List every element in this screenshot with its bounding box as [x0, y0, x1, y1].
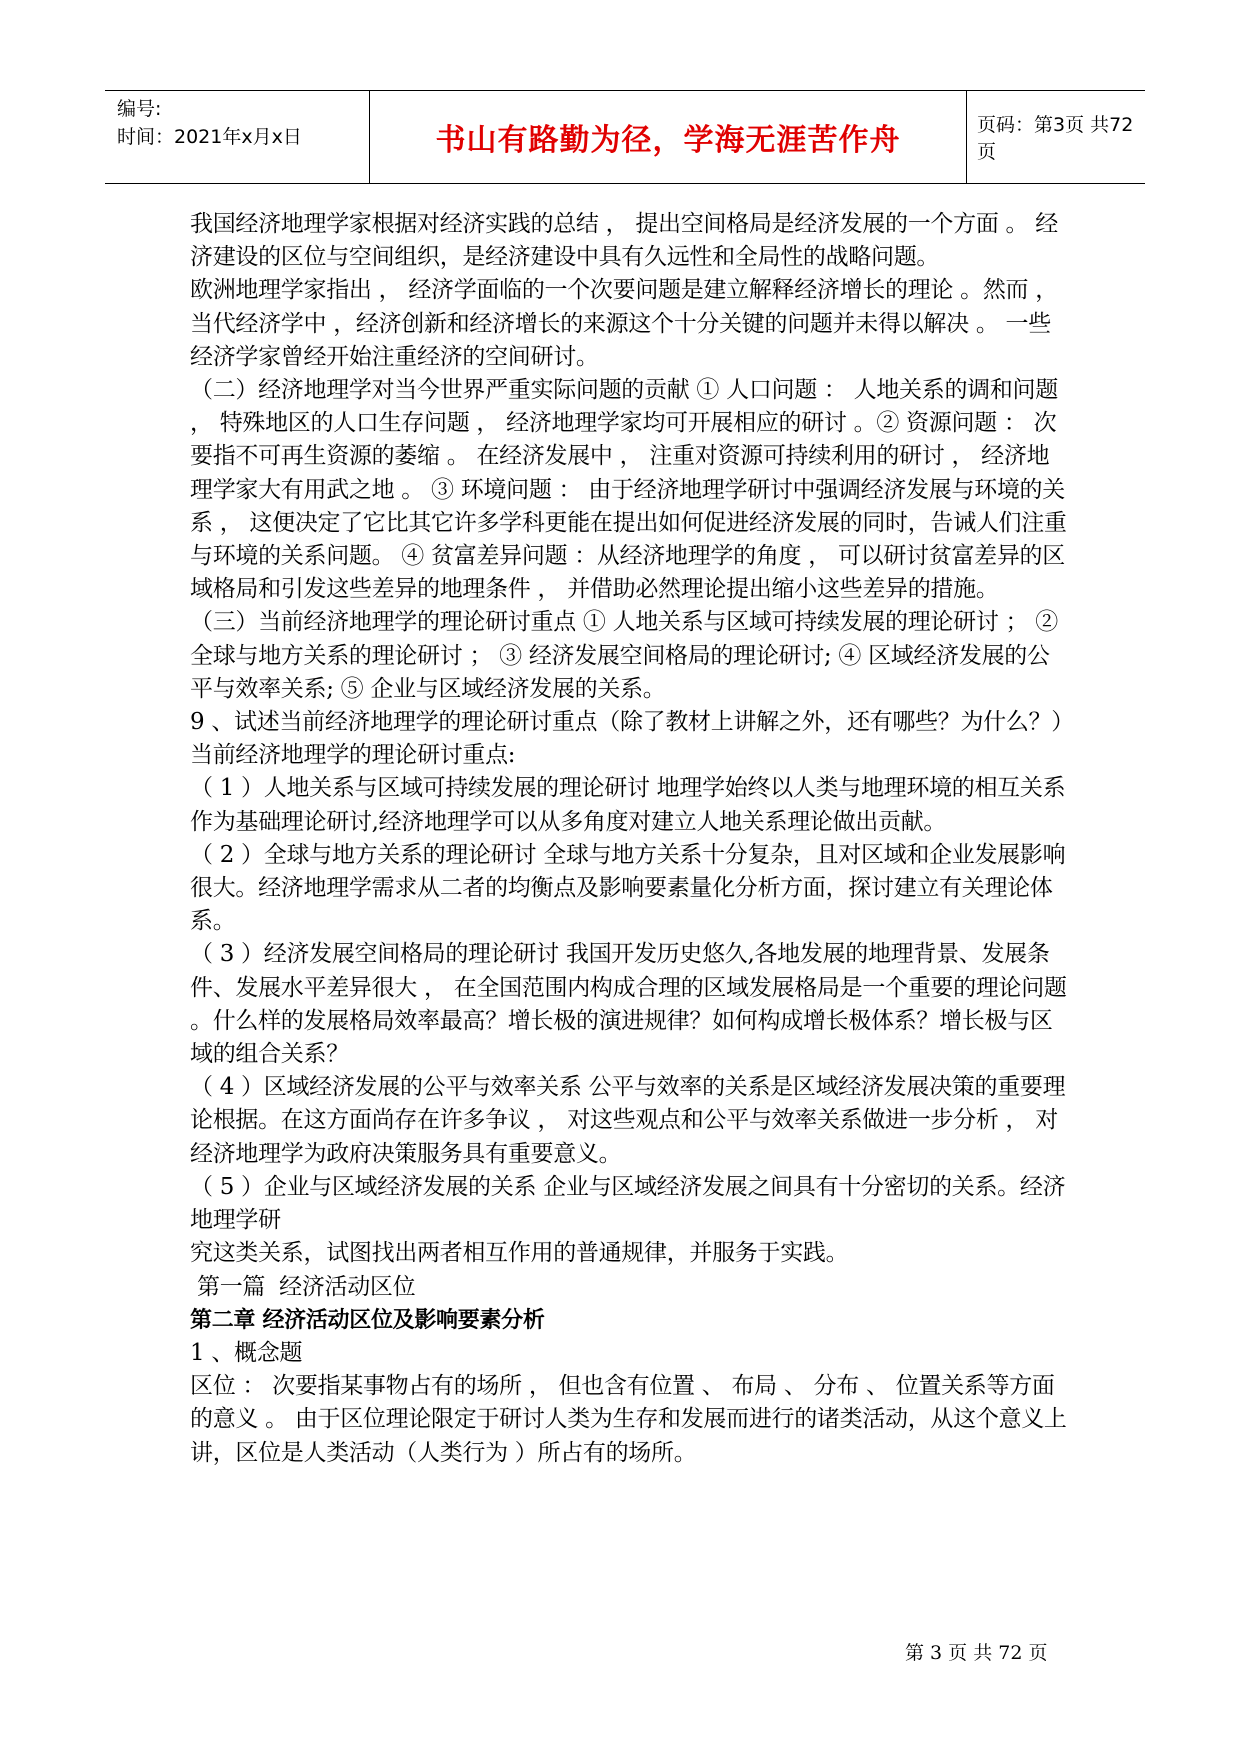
paragraph: （二）经济地理学对当今世界严重实际问题的贡献 ① 人口问题 ： 人地关系的调和问题 ， 特殊地区的人口生存问题 ， 经济地理学家均可开展相应的研讨 。② 资源问题 ： 次要指不可再生资源的萎缩 。 在经济发展中 ， 注重对资源可持续利用的研讨 ， 经济地理学家大有用武之地 。 ③ 环境问题 ： 由于经济地理学研讨中强调经济发展与环境的关系 ， 这便决定了它比其它许多学科更能在提出如何促进经济发展的同时，告诫人们注重与环境的关系问题。 ④ 贫富差异问题 ：从经济地理学的角度 ， 可以研讨贫富差异的区域格局和引发这些差异的地理条件 ， 并借助必然理论提出缩小这些差异的措施。 — [190, 377, 1067, 603]
header-page-number: 页码：第3页 共72页 — [977, 114, 1134, 163]
page-header — [105, 90, 1145, 184]
document-time-label: 时间：2021年x月x日 — [117, 126, 302, 148]
header-meta — [117, 91, 367, 187]
paragraph: （ 5 ）企业与区域经济发展的关系 企业与区域经济发展之间具有十分密切的关系。经济地理学研 — [190, 1173, 1066, 1234]
page-footer: 第 3 页 共 72 页 — [905, 1642, 1048, 1664]
chapter-title: 第二章 经济活动区位及影响要素分析 — [190, 1307, 545, 1333]
paragraph: 区位 ： 次要指某事物占有的场所 ， 但也含有位置 、 布局 、 分布 、 位置关系等方面的意义 。 由于区位理论限定于研讨人类为生存和发展而进行的诸类活动，从这个意义上讲，区位是人类活动（人类行为 ）所占有的场所。 — [190, 1373, 1067, 1466]
part-title: 第一篇 经济活动区位 — [190, 1273, 416, 1300]
paragraph: 欧洲地理学家指出 ， 经济学面临的一个次要问题是建立解释经济增长的理论 。然而 ， 当代经济学中 ，经济创新和经济增长的来源这个十分关键的问题并未得以解决 。 一些经济学家曾经开始注重经济的空间研讨。 — [190, 277, 1058, 370]
header-motto: 书山有路勤为径，学海无涯苦作舟 — [435, 123, 901, 158]
paragraph: （ 4 ）区域经济发展的公平与效率关系 公平与效率的关系是区域经济发展决策的重要理论根据。在这方面尚存在许多争议 ， 对这些观点和公平与效率关系做进一步分析 ， 对经济地理学为政府决策服务具有重要意义。 — [190, 1074, 1066, 1167]
question-heading: 9 、试述当前经济地理学的理论研讨重点（除了教材上讲解之外，还有哪些？为什么？） — [190, 709, 1074, 736]
paragraph: （三）当前经济地理学的理论研讨重点 ① 人地关系与区域可持续发展的理论研讨 ； ② 全球与地方关系的理论研讨 ； ③ 经济发展空间格局的理论研讨; ④ 区域经济发展的公平与效率关系; ⑤ 企业与区域经济发展的关系。 — [190, 609, 1058, 702]
paragraph: （ 3 ）经济发展空间格局的理论研讨 我国开发历史悠久,各地发展的地理背景、发展条件、发展水平差异很大 ， 在全国范围内构成合理的区域发展格局是一个重要的理论问题 。什么样的发展格局效率最高？增长极的演进规律？如何构成增长极体系？增长极与区域的组合关系？ — [190, 941, 1067, 1068]
paragraph: 当前经济地理学的理论研讨重点: — [190, 742, 516, 769]
section-heading: 1 、概念题 — [190, 1339, 303, 1366]
paragraph: （ 1 ）人地关系与区域可持续发展的理论研讨 地理学始终以人类与地理环境的相互关系作为基础理论研讨,经济地理学可以从多角度对建立人地关系理论做出贡献。 — [190, 775, 1066, 835]
paragraph: 我国经济地理学家根据对经济实践的总结 ， 提出空间格局是经济发展的一个方面 。 经济建设的区位与空间组织，是经济建设中具有久远性和全局性的战略问题。 — [190, 211, 1058, 271]
paragraph: 究这类关系，试图找出两者相互作用的普通规律，并服务于实践。 — [190, 1240, 849, 1267]
header-page-cell — [977, 91, 1145, 183]
document-body — [190, 208, 1074, 1470]
document-number-label: 编号: — [117, 98, 162, 120]
paragraph: （ 2 ）全球与地方关系的理论研讨 全球与地方关系十分复杂，且对区域和企业发展影响很大。经济地理学需求从二者的均衡点及影响要素量化分析方面，探讨建立有关理论体系。 — [190, 841, 1066, 935]
header-motto-cell — [369, 91, 967, 183]
